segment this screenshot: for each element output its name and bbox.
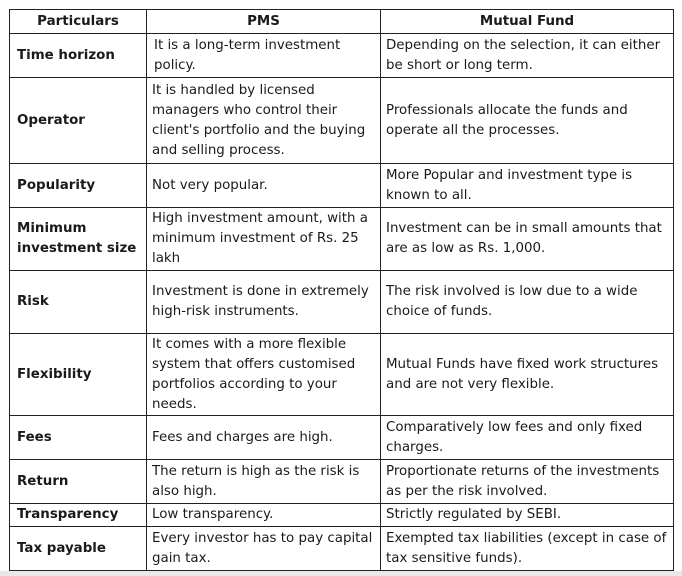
header-mutual-fund: Mutual Fund [381,10,674,34]
mutual-fund-cell: Depending on the selection, it can either be short or long term. [381,34,674,78]
mutual-fund-cell: Professionals allocate the funds and operate all the processes. [381,78,674,164]
pms-cell: It is a long-term investment policy. [147,34,381,78]
pms-cell: Not very popular. [147,164,381,208]
pms-cell: Investment is done in extremely high-risk instruments. [147,271,381,334]
row-label-popularity: Popularity [10,164,147,208]
row-label-risk: Risk [10,271,147,334]
table-header [10,10,674,34]
mutual-fund-cell: Mutual Funds have fixed work structures and are not very flexible. [381,334,674,416]
pms-cell: It is handled by licensed managers who control their client's portfolio and the buying and selling process. [147,78,381,164]
pms-cell: It comes with a more flexible system that offers customised portfolios according to your needs. [147,334,381,416]
table-row [10,164,674,208]
table-body [10,34,674,571]
table-row [10,78,674,164]
table-row [10,271,674,334]
pms-cell: The return is high as the risk is also high. [147,460,381,504]
header-particulars: Particulars [10,10,147,34]
mutual-fund-cell: Proportionate returns of the investments as per the risk involved. [381,460,674,504]
mutual-fund-cell: Investment can be in small amounts that are as low as Rs. 1,000. [381,208,674,271]
table-row [10,334,674,416]
pms-cell: Every investor has to pay capital gain tax. [147,527,381,571]
mutual-fund-cell: Comparatively low fees and only fixed charges. [381,416,674,460]
mutual-fund-cell: The risk involved is low due to a wide choice of funds. [381,271,674,334]
mutual-fund-cell: Strictly regulated by SEBI. [381,504,674,527]
row-label-fees: Fees [10,416,147,460]
table-row [10,416,674,460]
table-row [10,208,674,271]
comparison-table [9,9,674,571]
page-bottom-divider [0,571,682,576]
row-label-return: Return [10,460,147,504]
mutual-fund-cell: More Popular and investment type is known to all. [381,164,674,208]
row-label-minimum-investment-size: Minimum investment size [10,208,147,271]
table-row [10,460,674,504]
pms-cell: Fees and charges are high. [147,416,381,460]
table-row [10,504,674,527]
pms-cell: High investment amount, with a minimum investment of Rs. 25 lakh [147,208,381,271]
row-label-time-horizon: Time horizon [10,34,147,78]
row-label-flexibility: Flexibility [10,334,147,416]
row-label-transparency: Transparency [10,504,147,527]
row-label-tax-payable: Tax payable [10,527,147,571]
pms-cell: Low transparency. [147,504,381,527]
table-row [10,527,674,571]
header-pms: PMS [147,10,381,34]
mutual-fund-cell: Exempted tax liabilities (except in case of tax sensitive funds). [381,527,674,571]
row-label-operator: Operator [10,78,147,164]
header-row [10,10,674,34]
table-row [10,34,674,78]
